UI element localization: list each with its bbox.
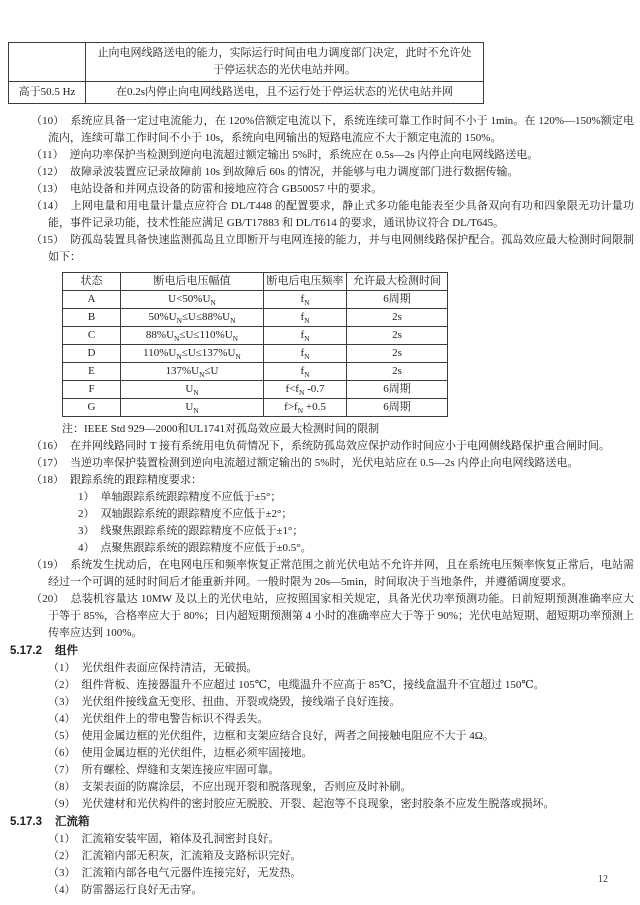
item-text: 光伏建材和光伏构件的密封胶应无脱胶、开裂、起泡等不良现象，密封胶条不应发生脱落或损坏。 bbox=[81, 798, 555, 810]
sub-item-3 bbox=[0, 523, 640, 540]
item-number: （5） bbox=[48, 730, 76, 742]
cell-voltage: $88\%U_N\le U\le 110\%U_N$ bbox=[121, 327, 264, 345]
header-state: 状态 bbox=[63, 273, 121, 291]
cell-max-time: 2s bbox=[347, 327, 448, 345]
item-12 bbox=[0, 164, 640, 181]
item-text: 线聚焦跟踪系统的跟踪精度不应低于±1°； bbox=[100, 525, 304, 537]
section-5-17-2-items bbox=[0, 660, 640, 813]
item-number: （7） bbox=[48, 764, 76, 776]
cell-frequency: $f_N$ bbox=[264, 309, 347, 327]
sub-item-2 bbox=[0, 506, 640, 523]
item-text: 使用金属边框的光伏组件，边框和支架应结合良好，两者之间接触电阻应不大于 4Ω。 bbox=[81, 730, 494, 742]
freq-range-cell: 高于50.5 Hz bbox=[9, 82, 86, 104]
item-number: （11） bbox=[31, 149, 64, 161]
section-5-17-3-items bbox=[0, 831, 640, 899]
item-text: 系统发生扰动后，在电网电压和频率恢复正常范围之前光伏电站不允许并网，且在系统电压频率恢复正常后，电站需经过一个可调的延时时间后才能重新并网。一般时限为 20s—5min，时间取决于当地条件，并遵循调度要求。 bbox=[48, 559, 634, 588]
item-11 bbox=[0, 147, 640, 164]
table-row bbox=[63, 309, 448, 327]
item-text: 防孤岛装置具备快速监测孤岛且立即断开与电网连接的能力，并与电网侧线路保护配合。孤岛效应最大检测时间限制如下： bbox=[48, 234, 634, 263]
component-item-4 bbox=[0, 711, 640, 728]
cell-state: C bbox=[63, 327, 121, 345]
cell-frequency: $f_N$ bbox=[264, 345, 347, 363]
item-number: （9） bbox=[48, 798, 76, 810]
item-text: 汇流箱内部无积灰，汇流箱及支路标识完好。 bbox=[81, 850, 302, 862]
item-text: 使用金属边框的光伏组件，边框必须牢固接地。 bbox=[81, 747, 313, 759]
sub-item-1 bbox=[0, 489, 640, 506]
item-text: 系统应具备一定过电流能力，在 120%倍额定电流以下，系统连续可靠工作时间不小于 1min。在 120%—150%额定电流内，连续可靠工作时间不小于 10s，系统向电网输出的短路电流应不大于额定电流的 150%。 bbox=[48, 115, 634, 144]
item-20 bbox=[0, 591, 640, 642]
table-row bbox=[63, 363, 448, 381]
cell-voltage: $U_N$ bbox=[121, 399, 264, 417]
cell-frequency: $f_N$ bbox=[264, 291, 347, 309]
cell-max-time: 2s bbox=[347, 309, 448, 327]
item-text: 光伏组件表面应保持清洁，无破损。 bbox=[81, 662, 258, 674]
item-text: 逆向功率保护当检测到逆向电流超过额定输出 5%时，系统应在 0.5s—2s 内停止向电网线路送电。 bbox=[69, 149, 539, 161]
component-item-8 bbox=[0, 779, 640, 796]
item-text: 电站设备和并网点设备的防雷和接地应符合 GB50057 中的要求。 bbox=[70, 183, 383, 195]
item-14 bbox=[0, 198, 640, 232]
cell-voltage: $U<50\%U_N$ bbox=[121, 291, 264, 309]
header-max-time: 允许最大检测时间 bbox=[347, 273, 448, 291]
section-heading-5-17-2 bbox=[0, 643, 640, 660]
item-text: 所有螺栓、焊缝和支架连接应牢固可靠。 bbox=[81, 764, 280, 776]
component-item-2 bbox=[0, 677, 640, 694]
section-number: 5.17.2 bbox=[10, 645, 42, 657]
item-15 bbox=[0, 232, 640, 266]
item-text: 光伏组件接线盒无变形、扭曲、开裂或烧毁，接线端子良好连接。 bbox=[81, 696, 401, 708]
table-row bbox=[63, 291, 448, 309]
requirements-list-10-15 bbox=[0, 113, 640, 266]
item-number: （20） bbox=[31, 593, 65, 605]
item-number: （17） bbox=[31, 457, 64, 469]
component-item-6 bbox=[0, 745, 640, 762]
component-item-1 bbox=[0, 660, 640, 677]
table-note: 注：IEEE Std 929—2000和UL1741对孤岛效应最大检测时间的限制 bbox=[62, 423, 380, 435]
item-18 bbox=[0, 472, 640, 489]
item-number: 4） bbox=[78, 542, 95, 554]
cell-frequency: $f_N$ bbox=[264, 327, 347, 345]
table-row bbox=[63, 345, 448, 363]
item-text: 总装机容量达 10MW 及以上的光伏电站，应按照国家相关规定，具备光伏功率预测功能。日前短期预测准确率应大于等于 85%，合格率应大于 80%；日内超短期预测第 4 小时的准确率应大于等于 90%；光伏电站短期、超短期功率预测上传率应达到 100%。 bbox=[48, 593, 634, 639]
item-number: （6） bbox=[48, 747, 76, 759]
item-text: 汇流箱内部各电气元器件连接完好，无发热。 bbox=[81, 867, 302, 879]
item-number: （1） bbox=[48, 662, 76, 674]
table-row bbox=[63, 381, 448, 399]
item-text: 光伏组件上的带电警告标识不得丢失。 bbox=[81, 713, 269, 725]
item-number: （10） bbox=[31, 115, 65, 127]
page-number: 12 bbox=[598, 874, 608, 885]
cell-max-time: 2s bbox=[347, 345, 448, 363]
cell-voltage: $137\%U_N\le U$ bbox=[121, 363, 264, 381]
section-title: 组件 bbox=[54, 645, 78, 657]
item-number: （16） bbox=[31, 440, 64, 452]
item-number: （2） bbox=[48, 679, 76, 691]
item-text: 上网电量和用电量计量点应符合 DL/T448 的配置要求，静止式多功能电能表至少具备双向有功和四象限无功计量功能，事件记录功能，技术性能应满足 GB/T17883 和 DL/T614 的要求，通讯协议符合 DL/T645。 bbox=[48, 200, 635, 229]
cell-voltage: $50\%U_N\le U\le 88\%U_N$ bbox=[121, 309, 264, 327]
component-item-5 bbox=[0, 728, 640, 745]
cell-state: B bbox=[63, 309, 121, 327]
cell-max-time: 6周期 bbox=[347, 381, 448, 399]
item-text: 点聚焦跟踪系统的跟踪精度不应低于±0.5°。 bbox=[100, 542, 312, 554]
component-item-3 bbox=[0, 694, 640, 711]
item-text: 在并网线路同时 T 接有系统用电负荷情况下，系统防孤岛效应保护动作时间应小于电网侧线路保护重合闸时间。 bbox=[70, 440, 611, 452]
item-number: 1） bbox=[78, 491, 95, 503]
item-text: 防雷器运行良好无击穿。 bbox=[81, 884, 203, 896]
item-number: （13） bbox=[31, 183, 64, 195]
item-text: 双轴跟踪系统的跟踪精度不应低于±2°； bbox=[100, 508, 293, 520]
section-number: 5.17.3 bbox=[10, 816, 42, 828]
item-text: 当逆功率保护装置检测到逆向电流超过额定输出的 5%时，光伏电站应在 0.5—2s 内停止向电网线路送电。 bbox=[70, 457, 579, 469]
item-16 bbox=[0, 438, 640, 455]
item-number: （8） bbox=[48, 781, 76, 793]
table-row bbox=[63, 327, 448, 345]
item-number: （3） bbox=[48, 696, 76, 708]
item-text: 跟踪系统的跟踪精度要求： bbox=[70, 474, 202, 486]
item-number: （12） bbox=[31, 166, 64, 178]
item-17 bbox=[0, 455, 640, 472]
cell-state: E bbox=[63, 363, 121, 381]
item-number: （18） bbox=[31, 474, 64, 486]
cell-max-time: 6周期 bbox=[347, 291, 448, 309]
item-13 bbox=[0, 181, 640, 198]
item-text: 单轴跟踪系统跟踪精度不应低于±5°； bbox=[100, 491, 282, 503]
cell-max-time: 2s bbox=[347, 363, 448, 381]
cell-frequency: $f_N$ bbox=[264, 363, 347, 381]
combiner-item-1 bbox=[0, 831, 640, 848]
cell-frequency: $f>f_N +0.5$ bbox=[264, 399, 347, 417]
grid-frequency-response-table bbox=[8, 42, 484, 104]
sub-item-4 bbox=[0, 540, 640, 557]
component-item-7 bbox=[0, 762, 640, 779]
item-number: （15） bbox=[31, 234, 65, 246]
combiner-item-2 bbox=[0, 848, 640, 865]
requirements-list-16-18 bbox=[0, 438, 640, 642]
cell-frequency: $f<f_N$ -0.7 bbox=[264, 381, 347, 399]
section-heading-5-17-3 bbox=[0, 814, 640, 831]
item-number: 2） bbox=[78, 508, 95, 520]
item-number: 3） bbox=[78, 525, 95, 537]
islanding-detection-table bbox=[62, 272, 448, 417]
combiner-item-4 bbox=[0, 882, 640, 899]
section-title: 汇流箱 bbox=[54, 816, 90, 828]
item-text: 汇流箱安装牢固，箱体及孔洞密封良好。 bbox=[81, 833, 280, 845]
cell-state: D bbox=[63, 345, 121, 363]
component-item-9 bbox=[0, 796, 640, 813]
cell-voltage: $U_N$ bbox=[121, 381, 264, 399]
header-voltage: 断电后电压幅值 bbox=[121, 273, 264, 291]
item-number: （1） bbox=[48, 833, 76, 845]
item-number: （2） bbox=[48, 850, 76, 862]
freq-requirement-cell: 在0.2s内停止向电网线路送电，且不运行处于停运状态的光伏电站并网 bbox=[86, 82, 484, 104]
cell-state: G bbox=[63, 399, 121, 417]
table-header-row bbox=[63, 273, 448, 291]
item-number: （4） bbox=[48, 884, 76, 896]
item-text: 支架表面的防腐涂层，不应出现开裂和脱落现象，否则应及时补刷。 bbox=[81, 781, 412, 793]
cell-voltage: $110\%U_N\le U\le 137\%U_N$ bbox=[121, 345, 264, 363]
freq-range-cell bbox=[9, 43, 86, 82]
table-row bbox=[63, 399, 448, 417]
item-text: 组件背板、连接器温升不应超过 105℃，电缆温升不应高于 85℃，接线盒温升不宜超过 150℃。 bbox=[81, 679, 545, 691]
header-frequency: 断电后电压频率 bbox=[264, 273, 347, 291]
cell-state: A bbox=[63, 291, 121, 309]
item-number: （14） bbox=[31, 200, 65, 212]
item-number: （19） bbox=[31, 559, 65, 571]
item-text: 故障录波装置应记录故障前 10s 到故障后 60s 的情况，并能够与电力调度部门进行数据传输。 bbox=[70, 166, 519, 178]
item-10 bbox=[0, 113, 640, 147]
combiner-item-3 bbox=[0, 865, 640, 882]
cell-max-time: 6周期 bbox=[347, 399, 448, 417]
item-number: （3） bbox=[48, 867, 76, 879]
item-number: （4） bbox=[48, 713, 76, 725]
cell-state: F bbox=[63, 381, 121, 399]
freq-requirement-cell: 止向电网线路送电的能力，实际运行时间由电力调度部门决定，此时不允许处于停运状态的光伏电站并网。 bbox=[86, 43, 484, 82]
item-19 bbox=[0, 557, 640, 591]
